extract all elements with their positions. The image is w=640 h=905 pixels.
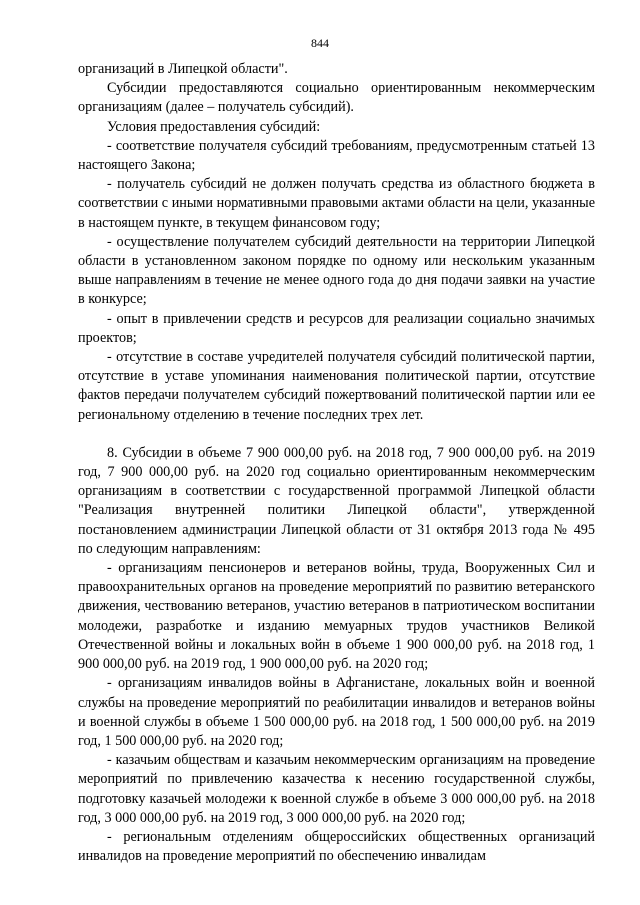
document-body [78, 60, 595, 866]
condition-item: - получатель субсидий не должен получать средства из областного бюджета в соответствии с иными нормативными правовыми актами области на цели, указанные в настоящем пункте, в текущем финансовом году; [78, 176, 595, 231]
condition-item: - опыт в привлечении средств и ресурсов для реализации социально значимых проектов; [78, 310, 595, 346]
page-number: 844 [311, 36, 329, 50]
condition-item: - соответствие получателя субсидий требованиям, предусмотренным статьей 13 настоящего Закона; [78, 137, 595, 174]
direction-item: - региональным отделениям общероссийских общественных организаций инвалидов на проведение мероприятий по обеспечению инвалидам [78, 828, 595, 865]
paragraph-continuation: организаций в Липецкой области". [78, 61, 288, 77]
condition-item: - осуществление получателем субсидий деятельности на территории Липецкой области в установленном законом порядке по одному или нескольким указанным выше направлениям в течение не менее одного года до дня подачи заявки на участие в конкурсе; [78, 233, 595, 308]
direction-item: - казачьим обществам и казачьим некоммерческим организациям на проведение мероприятий по привлечению казачества к несению государственной службы, подготовку казачьей молодежи к военной службе в объеме 3 000 000,00 руб. на 2018 год, 3 000 000,00 руб. на 2019 год, 3 000 000,00 руб. на 2020 год; [78, 752, 595, 826]
direction-item: - организациям пенсионеров и ветеранов войны, труда, Вооруженных Сил и правоохранительных органов на проведение мероприятий по развитию ветеранского движения, чествованию ветеранов, участию ветеранов в патриотическом воспитании молодежи, разработке и изданию мемуарных трудов участников Великой Отечественной войны и локальных войн в объеме 1 900 000,00 руб. на 2018 год, 1 900 000,00 руб. на 2019 год, 1 900 000,00 руб. на 2020 год; [78, 560, 595, 673]
condition-item: - отсутствие в составе учредителей получателя субсидий политической партии, отсутствие в уставе упоминания наименования политической партии, отсутствие фактов передачи получателем субсидий пожертвований политической партии или ее региональному отделению в течение последних трех лет. [78, 349, 595, 423]
section-8-paragraph: 8. Субсидии в объеме 7 900 000,00 руб. на 2018 год, 7 900 000,00 руб. на 2019 год, 7 900 000,00 руб. на 2020 год социально ориентированным некоммерческим организациям в соответствии с государственной программой Липецкой области "Реализация внутренней политики Липецкой области", утвержденной постановлением администрации Липецкой области от 31 октября 2013 года № 495 по следующим направлениям: [78, 444, 595, 557]
direction-item: - организациям инвалидов войны в Афганистане, локальных войн и военной службы на проведение мероприятий по реабилитации инвалидов и ветеранов войны и военной службы в объеме 1 500 000,00 руб. на 2018 год, 1 500 000,00 руб. на 2019 год, 1 500 000,00 руб. на 2020 год; [78, 675, 595, 749]
paragraph-gap [78, 425, 595, 444]
paragraph-conditions-heading: Условия предоставления субсидий: [107, 118, 321, 135]
paragraph-subsidy-recipients: Субсидии предоставляются социально ориентированным некоммерческим организациям (далее – получатель субсидий). [78, 80, 595, 116]
